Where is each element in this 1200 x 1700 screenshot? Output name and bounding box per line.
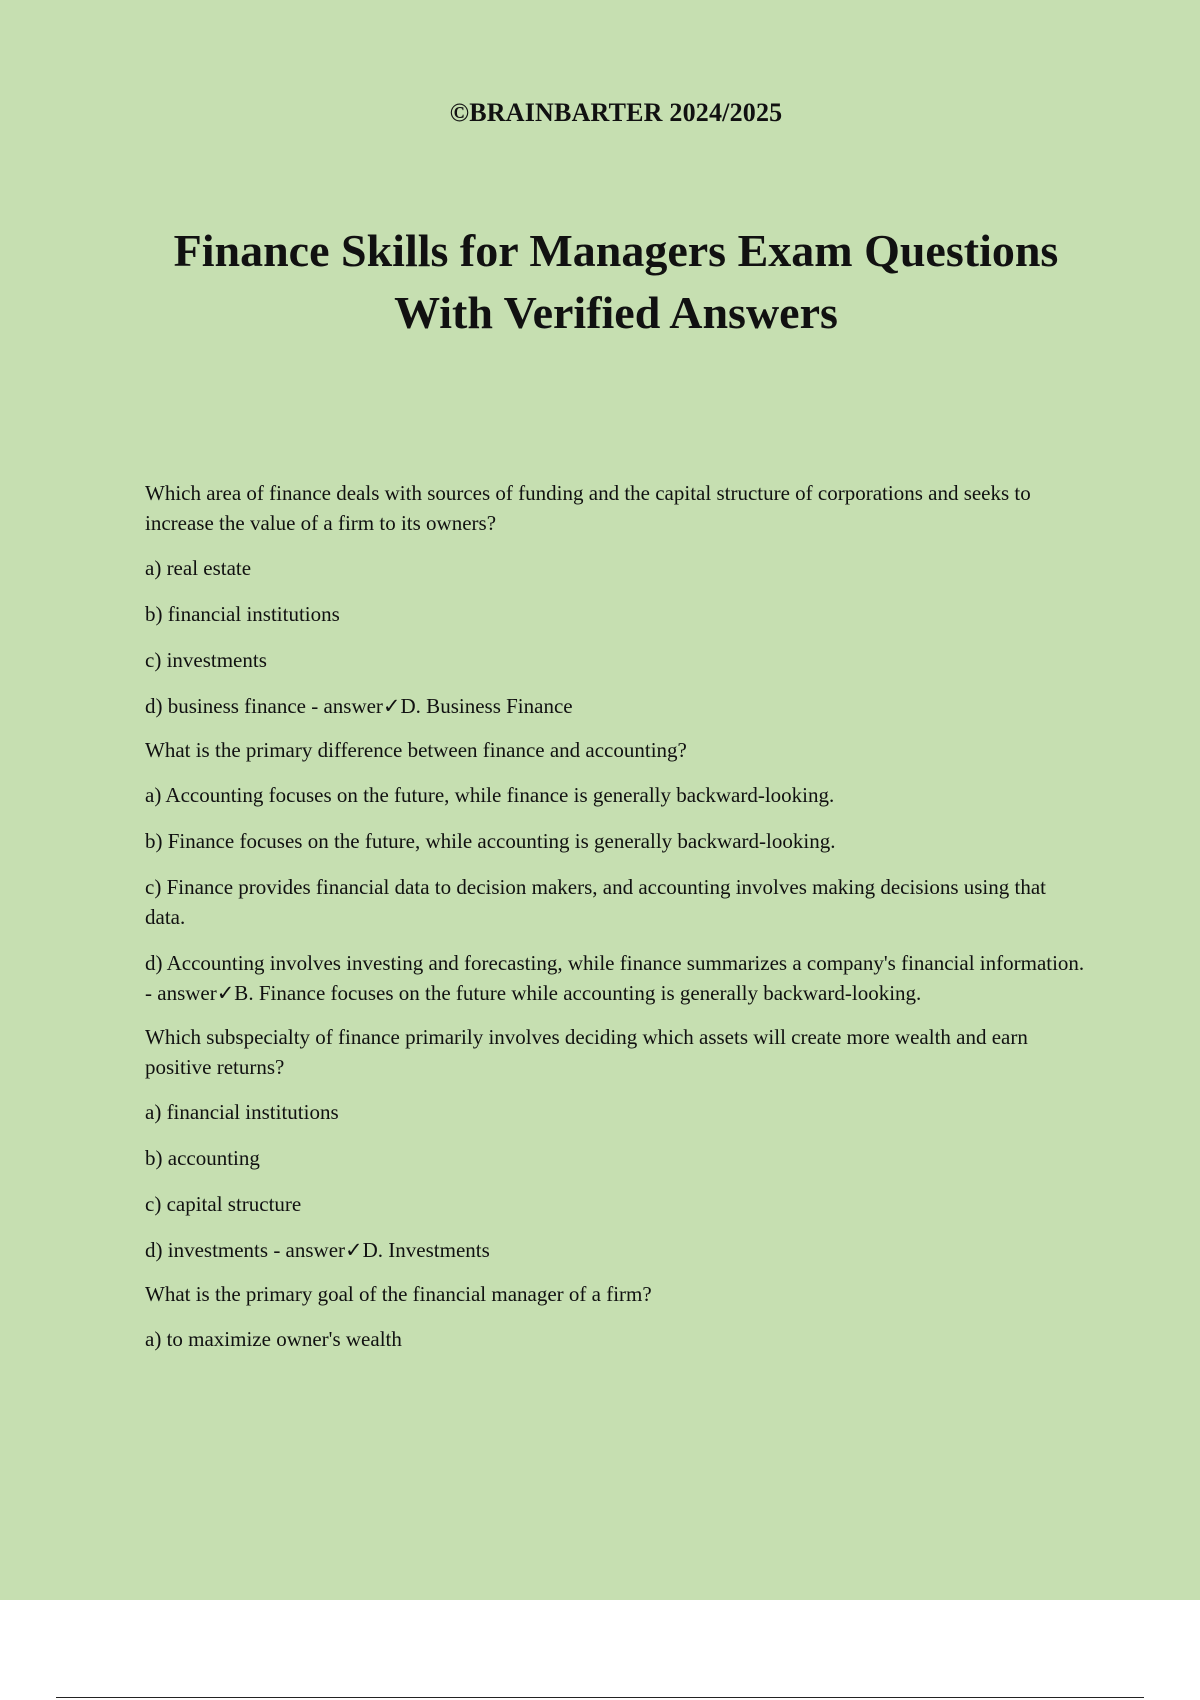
question-2-option-a: a) Accounting focuses on the future, while finance is generally backward-looking. bbox=[145, 783, 835, 807]
question-4: What is the primary goal of the financial manager of a firm? bbox=[145, 1282, 652, 1306]
question-2-option-d-answer: d) Accounting involves investing and forecasting, while finance summarizes a company's financial information. - answer✓B. Finance focuses on the future while accounting is generally backward-looking. bbox=[145, 951, 1085, 1005]
question-2-option-c: c) Finance provides financial data to decision makers, and accounting involves making decisions using that data. bbox=[145, 875, 1047, 929]
question-1-option-a: a) real estate bbox=[145, 556, 252, 580]
document-title bbox=[110, 220, 1122, 344]
document-title-line-2: With Verified Answers bbox=[394, 287, 838, 338]
question-1-option-c: c) investments bbox=[145, 648, 267, 672]
question-4-option-a: a) to maximize owner's wealth bbox=[145, 1327, 402, 1351]
question-1-option-d-answer: d) business finance - answer✓D. Business Finance bbox=[145, 694, 573, 718]
question-2: What is the primary difference between finance and accounting? bbox=[145, 738, 687, 762]
copyright-header: ©BRAINBARTER 2024/2025 bbox=[449, 98, 783, 127]
footer-divider bbox=[56, 1697, 1144, 1698]
question-3-option-d-answer: d) investments - answer✓D. Investments bbox=[145, 1238, 490, 1262]
question-3-option-c: c) capital structure bbox=[145, 1192, 302, 1216]
question-3-option-a: a) financial institutions bbox=[145, 1100, 339, 1124]
question-2-option-b: b) Finance focuses on the future, while accounting is generally backward-looking. bbox=[145, 829, 836, 853]
question-list bbox=[145, 478, 1085, 1370]
question-3-option-b: b) accounting bbox=[145, 1146, 260, 1170]
document-title-line-1: Finance Skills for Managers Exam Questions bbox=[173, 225, 1059, 276]
question-3: Which subspecialty of finance primarily involves deciding which assets will create more wealth and earn positive returns? bbox=[145, 1025, 1028, 1079]
question-1: Which area of finance deals with sources of funding and the capital structure of corporations and seeks to increase the value of a firm to its owners? bbox=[145, 481, 1031, 535]
question-1-option-b: b) financial institutions bbox=[145, 602, 340, 626]
